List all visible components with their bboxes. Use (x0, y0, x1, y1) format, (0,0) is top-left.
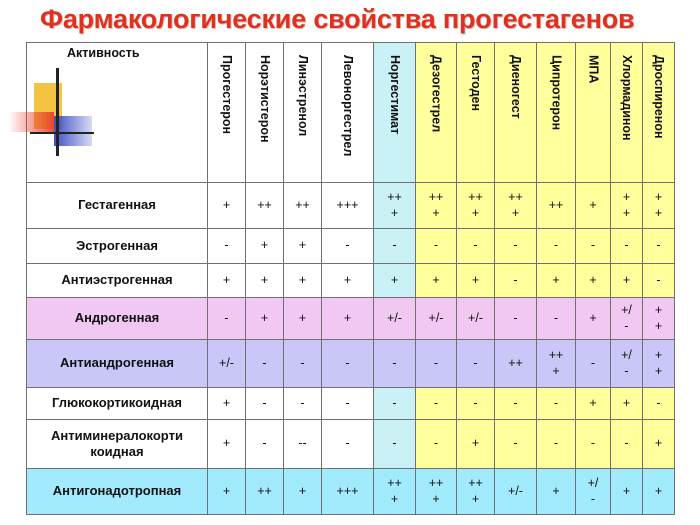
table-cell: - (416, 420, 457, 469)
table-cell: - (322, 340, 374, 388)
table-cell: - (322, 420, 374, 469)
table-row (27, 229, 675, 264)
table-cell: +/ - (611, 298, 643, 340)
row-label: Глюкокортикоидная (27, 388, 208, 420)
table-cell: + (537, 264, 576, 298)
table-cell: - (537, 388, 576, 420)
row-label: Антиандрогенная (27, 340, 208, 388)
table-cell: + (284, 469, 322, 515)
table-cell: - (374, 340, 416, 388)
column-header-label: Норэтистерон (257, 55, 272, 143)
table-cell: - (374, 420, 416, 469)
table-cell: +/- (495, 469, 537, 515)
column-header-label: Дезогестрел (429, 55, 444, 133)
table-body (27, 43, 675, 515)
table-cell: - (611, 420, 643, 469)
column-header (208, 43, 246, 183)
column-header-label: Гестоден (468, 55, 483, 112)
table-cell: ++ + (374, 183, 416, 229)
table-cell: + (208, 420, 246, 469)
table-cell: + (643, 420, 675, 469)
table-row (27, 183, 675, 229)
table-cell: - (208, 298, 246, 340)
table-cell: +/- (374, 298, 416, 340)
table-cell: + (374, 264, 416, 298)
column-header (576, 43, 611, 183)
table-cell: ++ (537, 183, 576, 229)
table-row (27, 298, 675, 340)
table-cell: + (246, 298, 284, 340)
table-cell: + (208, 264, 246, 298)
column-header-label: Диеногест (508, 55, 523, 119)
table-cell: + (208, 183, 246, 229)
table-cell: +/- (208, 340, 246, 388)
table-cell: - (576, 229, 611, 264)
column-header-label: МПА (586, 55, 601, 84)
column-header (611, 43, 643, 183)
table-cell: + + (643, 183, 675, 229)
table-cell: - (457, 340, 495, 388)
column-header (643, 43, 675, 183)
table-cell: ++ (495, 340, 537, 388)
column-header (322, 43, 374, 183)
column-header-label: Хлормадинон (619, 55, 634, 141)
table-row (27, 340, 675, 388)
table-cell: - (537, 229, 576, 264)
column-header-label: Линэстренол (295, 55, 310, 137)
table-cell: - (246, 388, 284, 420)
table-cell: + (643, 469, 675, 515)
table-cell: - (643, 388, 675, 420)
row-label: Антигонадотропная (27, 469, 208, 515)
table-cell: ++ + (374, 469, 416, 515)
corner-label: Активность (27, 43, 208, 183)
table-row (27, 420, 675, 469)
row-label: Гестагенная (27, 183, 208, 229)
column-header-label: Дроспиренон (651, 55, 666, 139)
table-cell: -- (284, 420, 322, 469)
column-header-label: Норгестимат (387, 55, 402, 135)
table-cell: ++ (284, 183, 322, 229)
table-cell: - (537, 420, 576, 469)
table-cell: +++ (322, 183, 374, 229)
table-cell: ++ + (457, 183, 495, 229)
properties-table (26, 42, 675, 515)
table-cell: + (611, 469, 643, 515)
row-label: Антиминералокорти коидная (27, 420, 208, 469)
table-cell: +/- (416, 298, 457, 340)
column-header (374, 43, 416, 183)
table-cell: ++ + (457, 469, 495, 515)
table-cell: ++ (246, 469, 284, 515)
table-row (27, 264, 675, 298)
table-cell: ++ + (495, 183, 537, 229)
column-header (457, 43, 495, 183)
table-cell: + (322, 298, 374, 340)
table-cell: + (576, 183, 611, 229)
table-cell: ++ + (537, 340, 576, 388)
table-cell: +++ (322, 469, 374, 515)
table-cell: + (246, 229, 284, 264)
table-cell: - (284, 340, 322, 388)
table-cell: - (374, 229, 416, 264)
table-cell: - (416, 229, 457, 264)
table-cell: - (495, 298, 537, 340)
decorative-horizontal-line (30, 132, 94, 134)
table-cell: - (284, 388, 322, 420)
table-cell: - (643, 229, 675, 264)
table-cell: + (576, 388, 611, 420)
table-row (27, 469, 675, 515)
row-label: Антиэстрогенная (27, 264, 208, 298)
table-cell: + + (643, 298, 675, 340)
page-title: Фармакологические свойства прогестагенов (40, 4, 635, 34)
table-cell: - (495, 388, 537, 420)
table-cell: - (322, 388, 374, 420)
table-cell: - (416, 388, 457, 420)
table-cell: +/- (457, 298, 495, 340)
table-cell: - (246, 340, 284, 388)
table-cell: - (611, 229, 643, 264)
decorative-blue-block (54, 116, 92, 146)
row-label: Андрогенная (27, 298, 208, 340)
column-header-label: Левоноргестрел (340, 55, 355, 157)
table-cell: + (208, 388, 246, 420)
decorative-red-block (8, 112, 54, 132)
column-header-label: Прогестерон (219, 55, 234, 135)
table-cell: ++ + (416, 183, 457, 229)
table-cell: +/ - (576, 469, 611, 515)
table-cell: - (576, 420, 611, 469)
table-cell: - (457, 388, 495, 420)
table-cell: - (246, 420, 284, 469)
table-cell: - (374, 388, 416, 420)
table-cell: + (611, 388, 643, 420)
table-cell: + (457, 264, 495, 298)
table-cell: - (576, 340, 611, 388)
column-header (416, 43, 457, 183)
table-cell: + (457, 420, 495, 469)
table-cell: - (208, 229, 246, 264)
table-cell: + (208, 469, 246, 515)
column-header-label: Ципротерон (549, 55, 564, 131)
table-cell: - (495, 229, 537, 264)
column-header (537, 43, 576, 183)
table-cell: + (576, 264, 611, 298)
table-cell: +/ - (611, 340, 643, 388)
table-cell: - (643, 264, 675, 298)
column-header (495, 43, 537, 183)
header-row (27, 43, 675, 183)
table-cell: ++ + (416, 469, 457, 515)
table-row (27, 388, 675, 420)
table-cell: + + (611, 183, 643, 229)
table-cell: - (457, 229, 495, 264)
table-cell: + (576, 298, 611, 340)
table-cell: + (284, 229, 322, 264)
table-cell: + (537, 469, 576, 515)
table-cell: ++ (246, 183, 284, 229)
table-cell: + (284, 264, 322, 298)
decorative-vertical-line (56, 68, 59, 156)
table-cell: - (416, 340, 457, 388)
table-cell: - (322, 229, 374, 264)
table-cell: - (495, 264, 537, 298)
row-label: Эстрогенная (27, 229, 208, 264)
column-header (284, 43, 322, 183)
table-cell: + (246, 264, 284, 298)
table-cell: + (284, 298, 322, 340)
table-cell: - (537, 298, 576, 340)
table-cell: + (611, 264, 643, 298)
table-cell: - (495, 420, 537, 469)
table-cell: + (322, 264, 374, 298)
table-cell: + (416, 264, 457, 298)
column-header (246, 43, 284, 183)
table-cell: + + (643, 340, 675, 388)
